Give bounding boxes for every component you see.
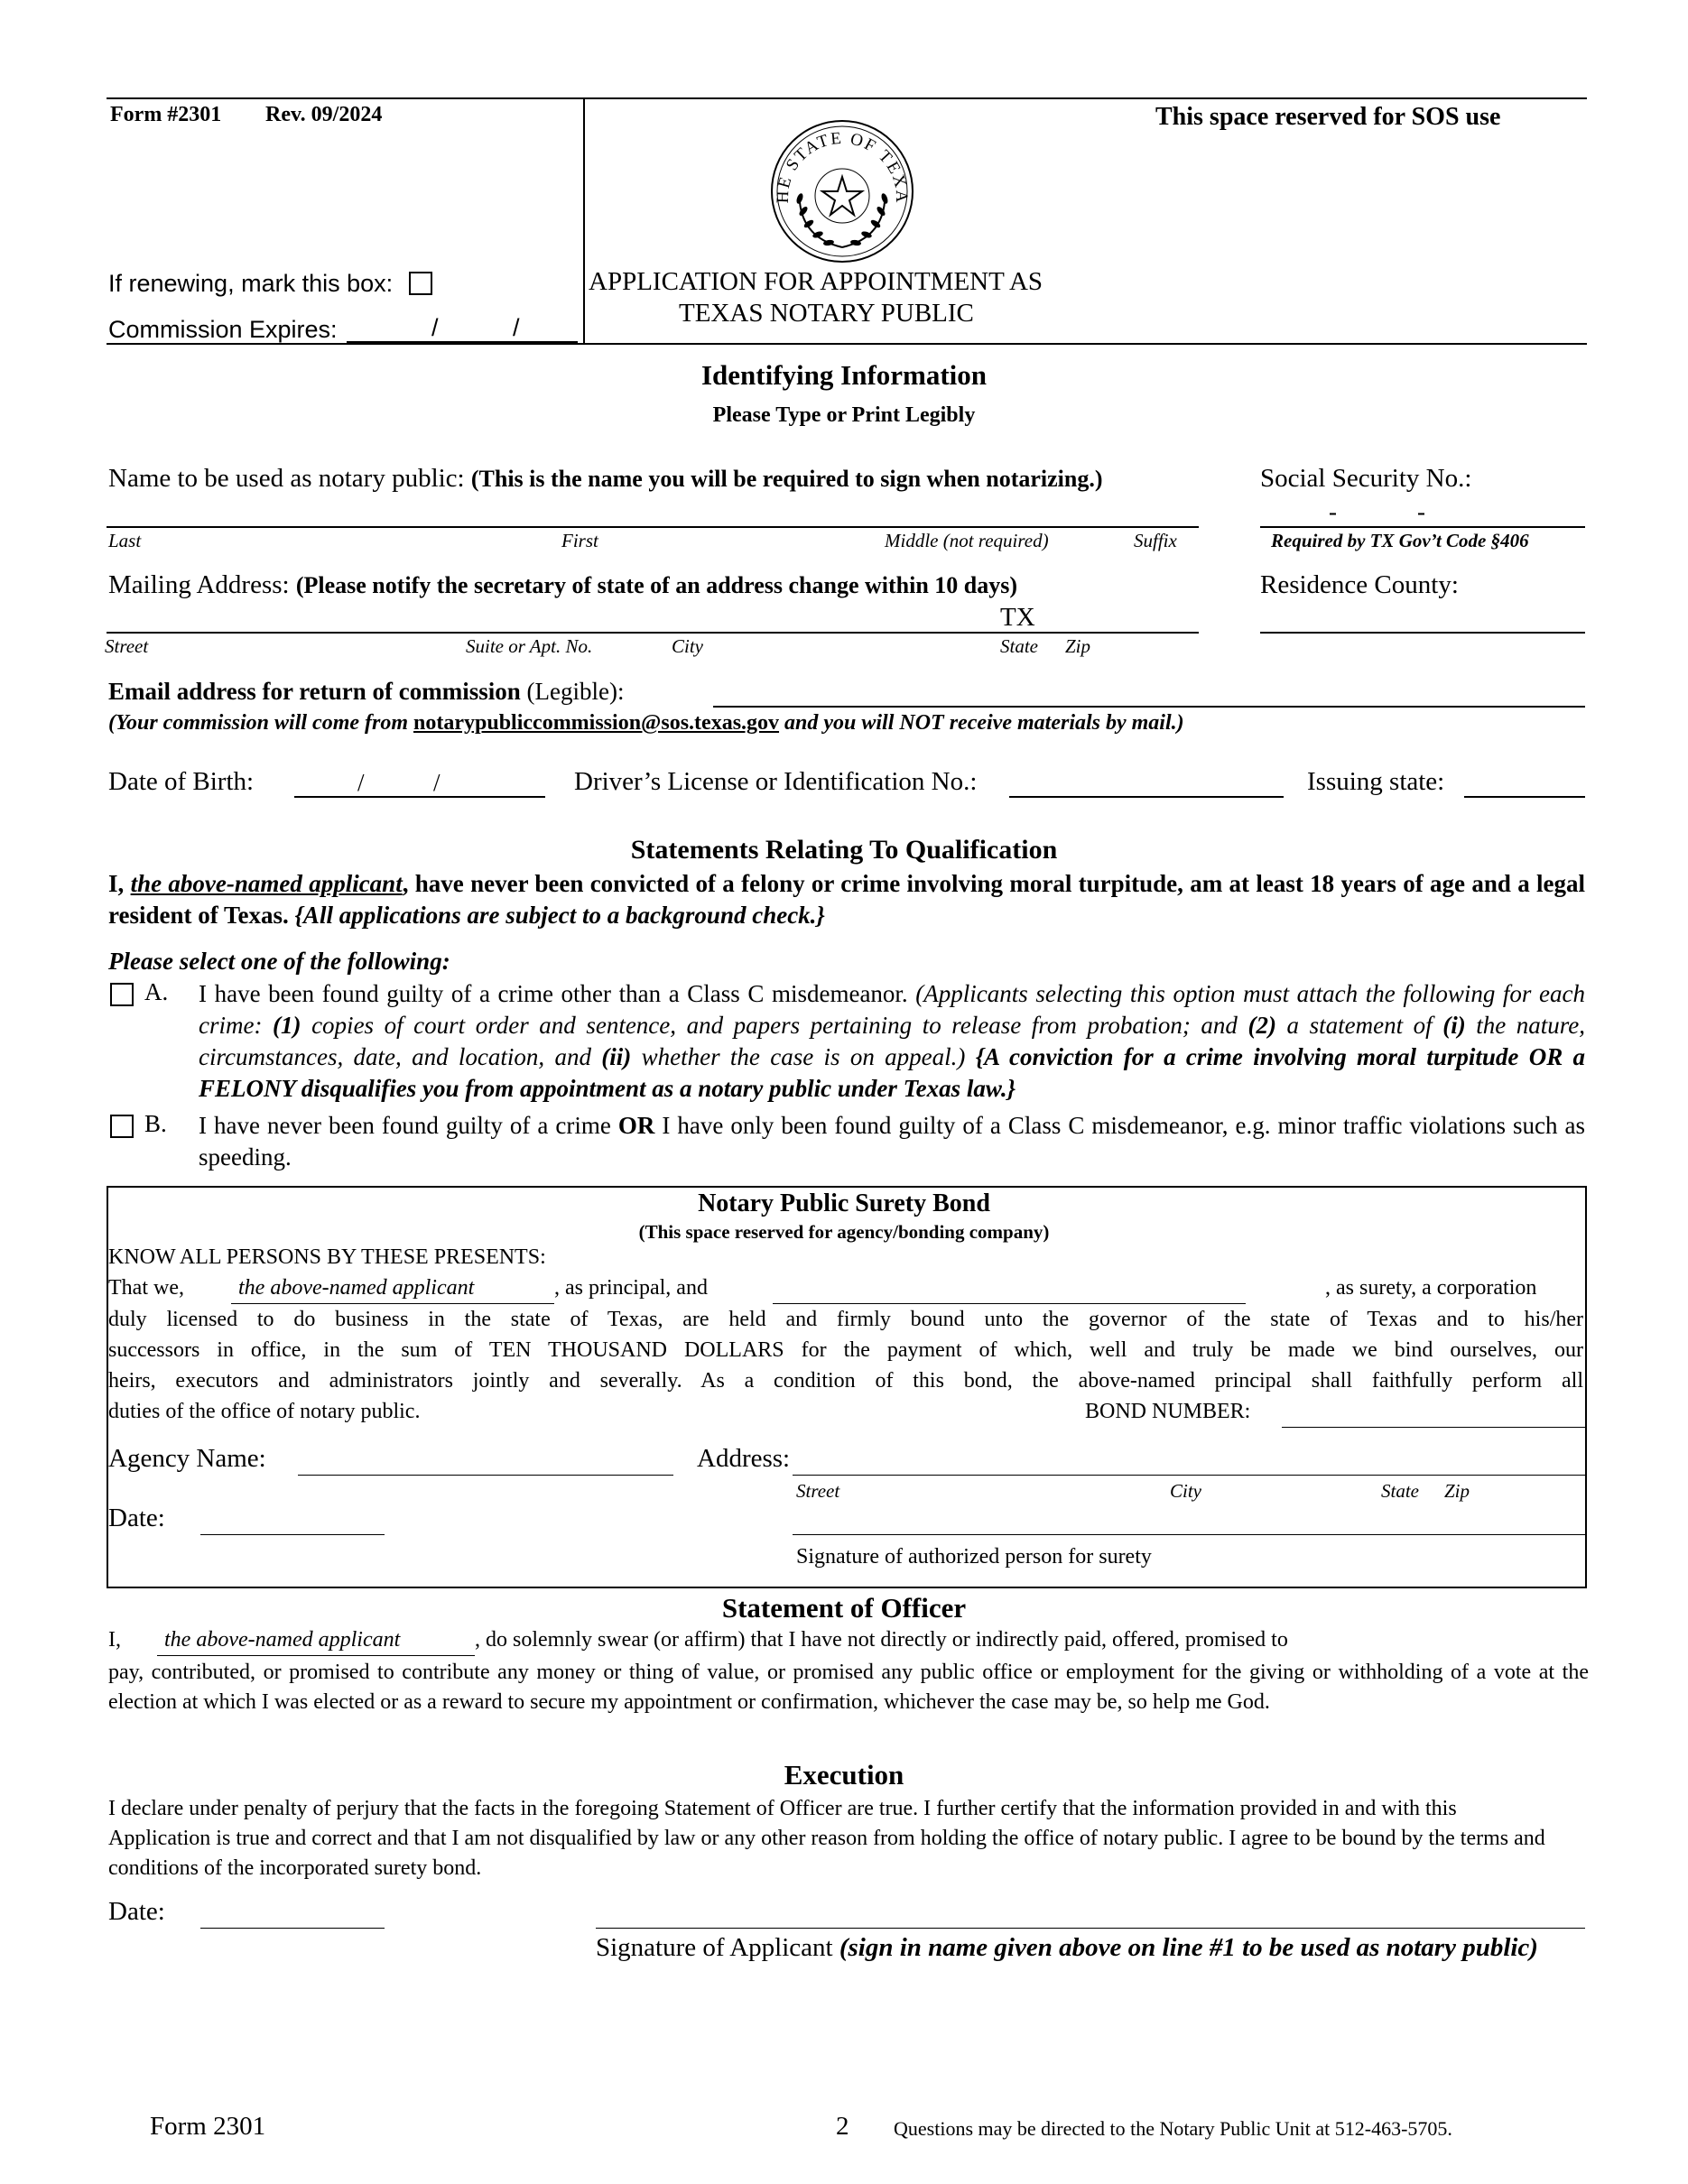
officer-line1: , do solemnly swear (or affirm) that I have not directly or indirectly paid, offered, promised to — [475, 1628, 1288, 1652]
bond-body-line4: heirs, executors and administrators jointly and severally. As a condition of this bond, the above-named principal shall faithfully perform all — [108, 1369, 1583, 1393]
email-line[interactable] — [713, 706, 1585, 708]
officer-heading: Statement of Officer — [721, 1592, 967, 1624]
date-slash: / — [433, 769, 441, 796]
ssn-label: Social Security No.: — [1260, 464, 1472, 493]
bond-that-we: That we, — [108, 1276, 184, 1300]
bond-address-label: Address: — [697, 1444, 791, 1473]
option-b-text: I have never been found guilty of a crime OR I have only been found guilty of a Class C misdemeanor, e.g. minor traffic violations such as speeding. — [199, 1112, 1586, 1171]
caption-last: Last — [108, 530, 142, 551]
qualification-heading: Statements Relating To Qualification — [630, 835, 1058, 865]
surety-name-line[interactable] — [773, 1303, 1246, 1304]
header-divider — [583, 97, 585, 343]
caption-first: First — [561, 530, 598, 551]
bond-date-line[interactable] — [200, 1534, 385, 1535]
bond-as-principal: , as principal, and — [554, 1276, 708, 1300]
caption-suite: Suite or Apt. No. — [466, 635, 593, 657]
form-title-line1: APPLICATION FOR APPOINTMENT AS — [589, 267, 1043, 296]
dob-line[interactable] — [294, 796, 545, 798]
option-b-checkbox[interactable] — [110, 1115, 134, 1138]
name-label: Name to be used as notary public: (This is the name you will be required to sign when notarizing.) — [108, 464, 1103, 493]
renew-label: If renewing, mark this box: — [108, 270, 394, 297]
dob-label: Date of Birth: — [108, 767, 255, 796]
mailing-label: Mailing Address: (Please notify the secretary of state of an address change within 10 days) — [108, 570, 1018, 599]
footer-page-number: 2 — [836, 2112, 849, 2141]
date-slash: / — [431, 314, 439, 341]
surety-signature-caption: Signature of authorized person for surety — [796, 1545, 1152, 1569]
bond-caption-zip: Zip — [1444, 1480, 1470, 1502]
email-label: Email address for return of commission (Legible): — [108, 678, 625, 705]
bond-applicant: the above-named applicant — [238, 1276, 475, 1300]
execution-date-label: Date: — [108, 1897, 165, 1926]
option-b-letter: B. — [144, 1110, 167, 1137]
surety-signature-line[interactable] — [793, 1534, 1585, 1535]
applicant-signature-label: Signature of Applicant (sign in name given above on line #1 to be used as notary public) — [596, 1933, 1538, 1962]
caption-suffix: Suffix — [1134, 530, 1177, 551]
date-slash: / — [513, 314, 520, 341]
issuing-state-label: Issuing state: — [1307, 767, 1445, 796]
ssn-line[interactable] — [1260, 526, 1585, 528]
ssn-dash: - — [1417, 498, 1425, 525]
email-note: (Your commission will come from notarypubliccommission@sos.texas.gov and you will NOT receive materials by mail.) — [108, 711, 1184, 735]
seal-text: HE STATE OF TEXA — [773, 128, 912, 205]
execution-heading: Execution — [784, 1759, 904, 1791]
form-number: Form #2301 — [110, 103, 222, 126]
state-seal — [756, 112, 928, 270]
residence-county-label: Residence County: — [1260, 570, 1459, 599]
select-prompt: Please select one of the following: — [108, 948, 450, 975]
caption-city: City — [672, 635, 703, 657]
option-a-checkbox[interactable] — [110, 983, 134, 1006]
officer-applicant: the above-named applicant — [164, 1628, 401, 1652]
option-a-text: I have been found guilty of a crime other than a Class C misdemeanor. (Applicants selecting this option must attach the following for each crime: (1) copies of court order and sentence, and papers pertaining to release from probation; and (2) a statement of (i) the nature, circumstances, date, and location, and (ii) whether the case is on appeal.) {A conviction for a crime involving moral turpitude OR a FELONY disqualifies you from appointment as a notary public under Texas law.} — [199, 980, 1586, 1102]
execution-body: I declare under penalty of perjury that the facts in the foregoing Statement of Officer are true. I further certify that the information provided in and with this Application is true and correct and that I am not disqualified by law or any other reason from holding the office of notary public. I agree to be bound by the terms and conditions of the incorporated surety bond. — [108, 1797, 1545, 1880]
caption-zip: Zip — [1065, 635, 1091, 657]
issuing-state-line[interactable] — [1464, 796, 1585, 798]
identifying-subheading: Please Type or Print Legibly — [712, 403, 976, 427]
bond-date-label: Date: — [108, 1504, 165, 1532]
bond-heading: Notary Public Surety Bond — [698, 1189, 990, 1217]
header-top-rule — [107, 97, 1587, 99]
renew-checkbox[interactable] — [409, 272, 432, 295]
agency-name-label: Agency Name: — [108, 1444, 266, 1473]
drivers-license-label: Driver’s License or Identification No.: — [574, 767, 978, 796]
ssn-dash: - — [1329, 498, 1337, 525]
bond-applicant-line — [231, 1303, 554, 1304]
name-line[interactable] — [107, 526, 1199, 528]
caption-middle: Middle (not required) — [885, 530, 1049, 551]
officer-body: pay, contributed, or promised to contribute any money or thing of value, or promised any public office or employment for the giving or withholding of a vote at the election at which I was elected or as a reward to secure my appointment or confirmation, whichever the case may be, so help me God. — [108, 1661, 1589, 1714]
ssn-required-note: Required by TX Gov’t Code §406 — [1271, 530, 1529, 551]
form-revision: Rev. 09/2024 — [265, 103, 383, 126]
bond-body-line3: successors in office, in the sum of TEN THOUSAND DOLLARS for the payment of which, well and truly be made we bind ourselves, our — [108, 1338, 1583, 1362]
bond-caption-street: Street — [796, 1480, 840, 1502]
footer-questions: Questions may be directed to the Notary Public Unit at 512-463-5705. — [894, 2117, 1452, 2140]
bond-subheading: (This space reserved for agency/bonding company) — [638, 1221, 1050, 1243]
qualification-intro: I, the above-named applicant, have never been convicted of a felony or crime involving moral turpitude, am at least 18 years of age and a legal resident of Texas. {All applications are subject to a background check.} — [108, 870, 1586, 929]
bond-caption-state: State — [1381, 1480, 1419, 1502]
option-a-letter: A. — [144, 978, 169, 1005]
officer-applicant-line — [157, 1655, 475, 1656]
bond-number-label: BOND NUMBER: — [1085, 1400, 1251, 1423]
date-slash: / — [357, 769, 365, 796]
caption-state: State — [1000, 635, 1038, 657]
bond-as-surety: , as surety, a corporation — [1325, 1276, 1537, 1300]
bond-body-line2: duly licensed to do business in the state of Texas, are held and firmly bound unto the governor of the state of Texas and to his/her — [108, 1308, 1583, 1331]
bond-caption-city: City — [1170, 1480, 1201, 1502]
execution-date-line[interactable] — [200, 1928, 385, 1929]
header-bottom-rule — [107, 343, 1587, 345]
agency-name-line[interactable] — [298, 1475, 673, 1476]
mailing-address-line[interactable] — [107, 632, 1199, 634]
bond-address-line[interactable] — [793, 1475, 1585, 1476]
residence-county-line[interactable] — [1260, 632, 1585, 634]
identifying-heading: Identifying Information — [700, 359, 988, 391]
officer-i: I, — [108, 1628, 121, 1652]
form-title-line2: TEXAS NOTARY PUBLIC — [679, 299, 974, 328]
state-value: TX — [1000, 603, 1035, 632]
sos-reserved-label: This space reserved for SOS use — [1155, 103, 1501, 131]
applicant-signature-line[interactable] — [596, 1928, 1585, 1929]
commission-expires-label: Commission Expires: — [108, 316, 338, 343]
footer-form: Form 2301 — [150, 2112, 266, 2141]
bond-know-all: KNOW ALL PERSONS BY THESE PRESENTS: — [108, 1245, 546, 1269]
bond-body-line5: duties of the office of notary public. — [108, 1400, 421, 1423]
drivers-license-line[interactable] — [1009, 796, 1284, 798]
bond-number-line[interactable] — [1282, 1427, 1585, 1428]
caption-street: Street — [105, 635, 149, 657]
